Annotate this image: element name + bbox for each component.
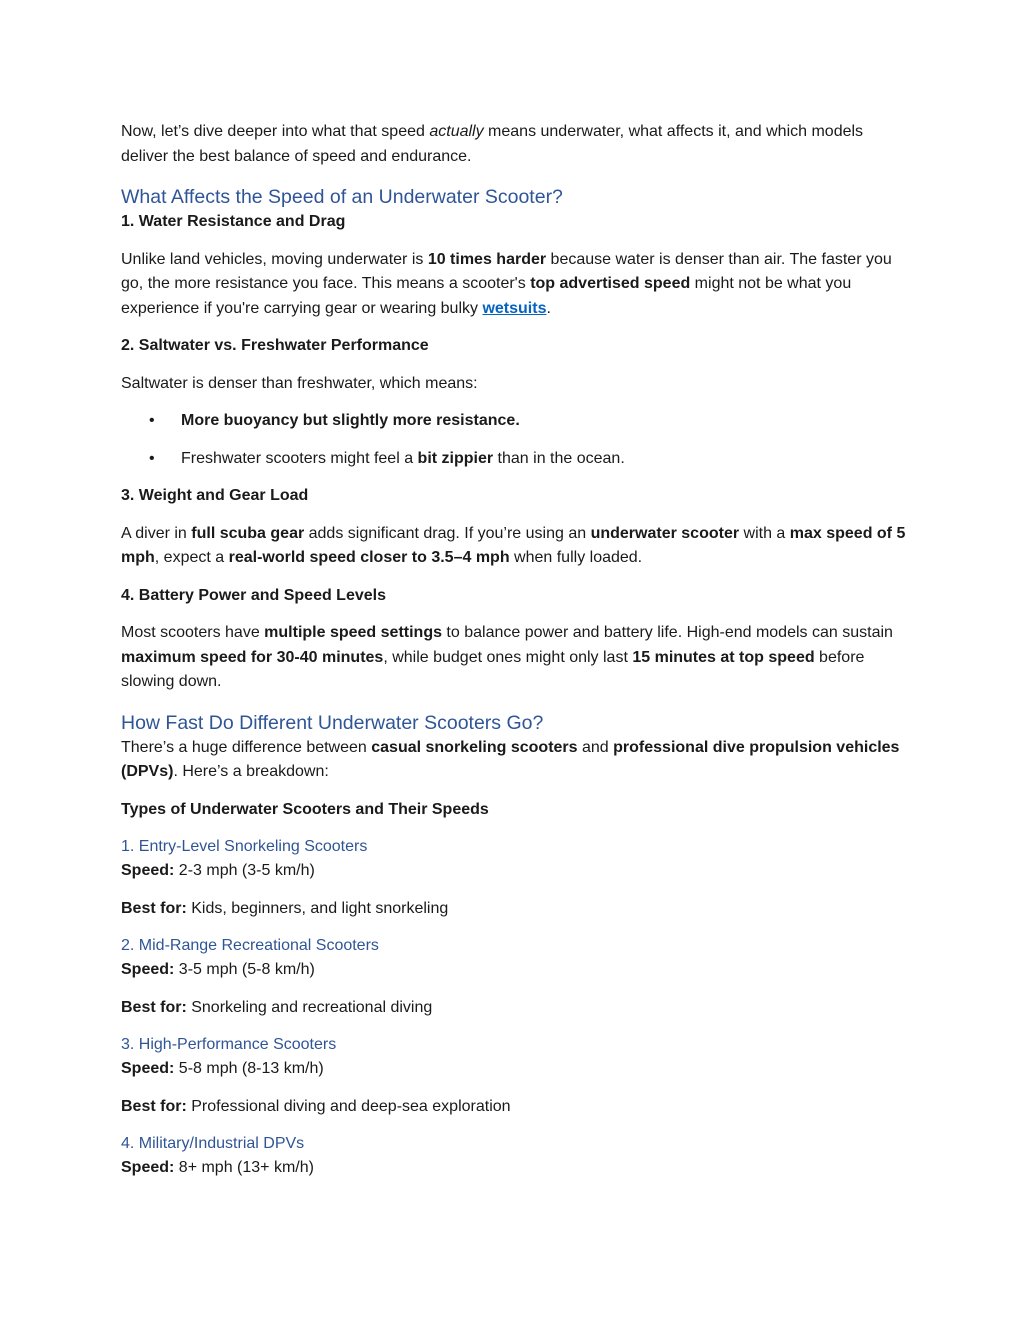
type-speed-military-industrial: Speed: 8+ mph (13+ km/h)	[121, 1159, 314, 1176]
type-best-entry-level: Best for: Kids, beginners, and light snorkeling	[121, 899, 449, 917]
subheading-weight-gear: 3. Weight and Gear Load	[121, 487, 309, 504]
type-heading-entry-level: 1. Entry-Level Snorkeling Scooters	[121, 838, 368, 855]
type-best-high-performance: Best for: Professional diving and deep-sea exploration	[121, 1097, 511, 1115]
subheading-water-resistance: 1. Water Resistance and Drag	[121, 213, 346, 230]
subheading-saltwater-freshwater: 2. Saltwater vs. Freshwater Performance	[121, 337, 429, 354]
type-best-mid-range: Best for: Snorkeling and recreational diving	[121, 998, 433, 1016]
document-body	[121, 120, 911, 1181]
subheading-battery-power: 4. Battery Power and Speed Levels	[121, 586, 386, 604]
section-heading-scooter-speeds: How Fast Do Different Underwater Scooters Go?	[121, 711, 544, 734]
type-heading-military-industrial: 4. Military/Industrial DPVs	[121, 1135, 305, 1152]
bullet-icon: •	[149, 412, 155, 429]
section-heading-speed-factors: What Affects the Speed of an Underwater Scooter?	[121, 186, 563, 208]
wetsuits-link[interactable]: wetsuits	[482, 299, 547, 317]
paragraph-water-resistance: Unlike land vehicles, moving underwater is 10 times harder because water is denser than air. The faster you go, the more resistance you face. This means a scooter's top advertised speed might not be what you experience if you're carrying gear or wearing bulky wetsuits.	[121, 250, 892, 317]
type-speed-entry-level: Speed: 2-3 mph (3-5 km/h)	[121, 862, 315, 879]
intro-paragraph: Now, let’s dive deeper into what that speed actually means underwater, what affects it, and which models deliver the best balance of speed and endurance.	[121, 123, 864, 165]
paragraph-saltwater-intro: Saltwater is denser than freshwater, which means:	[121, 374, 478, 392]
type-heading-mid-range: 2. Mid-Range Recreational Scooters	[121, 937, 379, 954]
paragraph-weight-gear: A diver in full scuba gear adds significant drag. If you’re using an underwater scooter with a max speed of 5 mph, expect a real-world speed closer to 3.5–4 mph when fully loaded.	[121, 524, 906, 566]
type-heading-high-performance: 3. High-Performance Scooters	[121, 1036, 337, 1053]
paragraph-battery-power: Most scooters have multiple speed settings to balance power and battery life. High-end models can sustain maximum speed for 30-40 minutes, while budget ones might only last 15 minutes at top speed before slowing down.	[121, 624, 893, 690]
saltwater-bullet-list	[121, 409, 911, 471]
bullet-icon: •	[149, 450, 155, 467]
subheading-types-speeds: Types of Underwater Scooters and Their Speeds	[121, 800, 489, 818]
emphasis-actually: actually	[429, 123, 484, 140]
list-item: • Freshwater scooters might feel a bit zippier than in the ocean.	[121, 447, 911, 471]
paragraph-breakdown-intro: There’s a huge difference between casual snorkeling scooters and professional dive propulsion vehicles (DPVs). Here’s a breakdown:	[121, 738, 900, 780]
list-item: • More buoyancy but slightly more resistance.	[121, 409, 911, 433]
type-speed-mid-range: Speed: 3-5 mph (5-8 km/h)	[121, 961, 315, 978]
type-speed-high-performance: Speed: 5-8 mph (8-13 km/h)	[121, 1060, 324, 1077]
